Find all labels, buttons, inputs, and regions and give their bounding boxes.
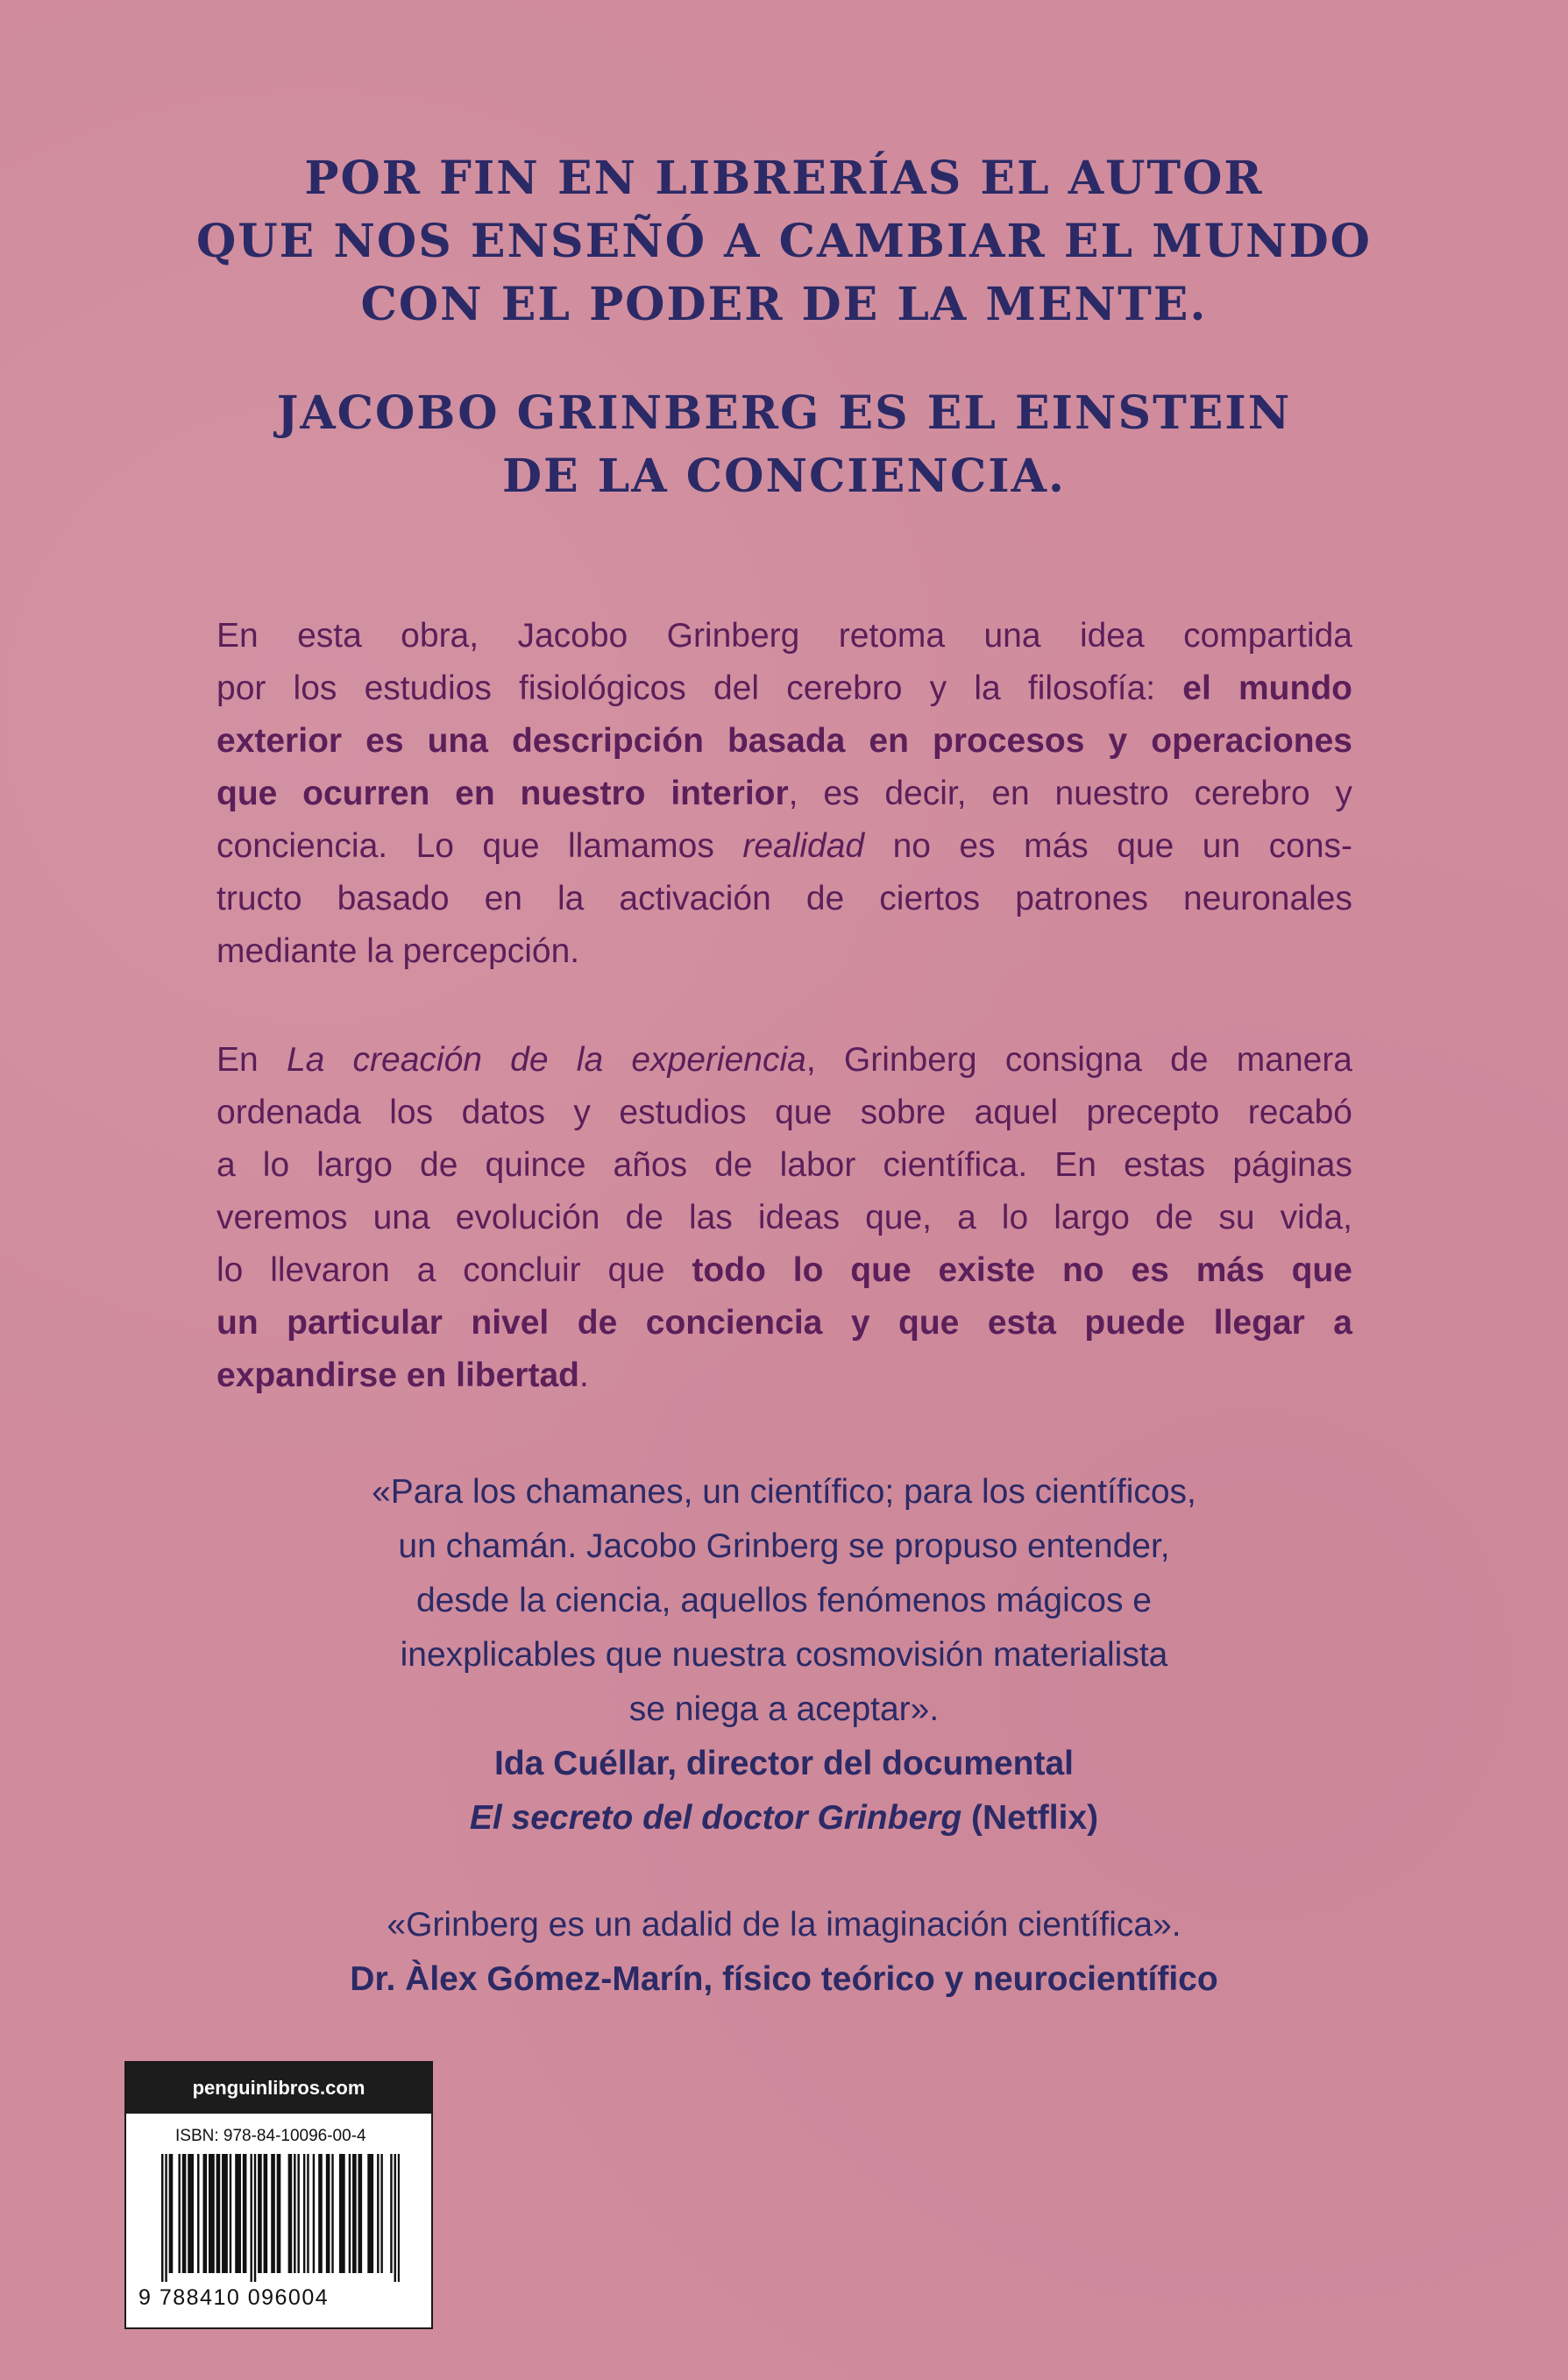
barcode-bar <box>367 2154 369 2273</box>
quote-line: inexplicables que nuestra cosmovisión materialista <box>400 1636 1168 1674</box>
paragraph-line: tructo basado en la activación de ciertos patrones neuronales <box>216 880 1352 917</box>
headline-line: CON EL PODER DE LA MENTE. <box>360 278 1208 331</box>
barcode-bar <box>328 2154 330 2273</box>
barcode-bar <box>178 2154 180 2273</box>
barcode-bar <box>165 2154 167 2282</box>
italic-text: realidad <box>742 827 865 865</box>
barcode-bar <box>225 2154 227 2273</box>
barcode-bar <box>182 2154 184 2273</box>
paragraph-line: ordenada los datos y estudios que sobre aquel precepto recabó <box>216 1094 1352 1131</box>
barcode-bar <box>197 2154 199 2273</box>
blurb-quote-1 <box>0 1465 1568 1845</box>
book-title-text: La creación de la experiencia <box>286 1041 806 1079</box>
emphasis-text: que ocurren en nuestro interior <box>216 775 789 812</box>
barcode-bar <box>266 2154 267 2273</box>
barcode-bar <box>331 2154 333 2273</box>
barcode-bar <box>313 2154 315 2273</box>
barcode-bar <box>243 2154 245 2273</box>
emphasis-text: expandirse en libertad <box>216 1356 579 1394</box>
quote-attribution: Dr. Àlex Gómez-Marín, físico teórico y neurocientífico <box>350 1960 1218 1998</box>
barcode-bar <box>398 2154 400 2282</box>
paragraph-line: En La creación de la experiencia, Grinberg consigna de manera <box>216 1041 1353 1079</box>
paragraph-line: conciencia. Lo que llamamos realidad no es más que un cons- <box>216 827 1353 865</box>
barcode-bar <box>377 2154 379 2273</box>
quote-attribution: Ida Cuéllar, director del documental <box>493 1745 1074 1782</box>
barcode-bar <box>343 2154 344 2273</box>
emphasis-text: un particular nivel de conciencia y que esta puede llegar a <box>216 1304 1352 1342</box>
headline-line: DE LA CONCIENCIA. <box>501 450 1067 503</box>
paragraph-line: expandirse en libertad. <box>216 1356 589 1394</box>
barcode-bar <box>307 2154 309 2273</box>
barcode-bar <box>202 2154 204 2273</box>
barcode-bar <box>271 2154 273 2273</box>
quote-line: un chamán. Jacobo Grinberg se propuso entender, <box>398 1527 1170 1565</box>
isbn-number: ISBN: 978-84-10096-00-4 <box>175 2127 366 2145</box>
barcode-bar <box>341 2154 343 2273</box>
emphasis-text: todo lo que existe no es más que <box>692 1251 1352 1289</box>
paragraph-line: a lo largo de quince años de labor científica. En estas páginas <box>216 1146 1352 1184</box>
headline-einstein <box>0 382 1568 508</box>
barcode-bar <box>320 2154 322 2273</box>
barcode-bar <box>273 2154 274 2273</box>
barcode-bar <box>254 2154 256 2282</box>
barcode-bar <box>294 2154 295 2273</box>
isbn-barcode-box <box>124 2061 433 2329</box>
paragraph-line: veremos una evolución de las ideas que, a lo largo de su vida, <box>216 1199 1352 1236</box>
barcode-bar <box>189 2154 191 2273</box>
barcode-bar <box>250 2154 252 2282</box>
quote-line: desde la ciencia, aquellos fenómenos mágicos e <box>415 1582 1152 1619</box>
headline-line: QUE NOS ENSEÑÓ A CAMBIAR EL MUNDO <box>196 215 1372 268</box>
barcode-bar <box>303 2154 305 2273</box>
barcode-bar <box>349 2154 351 2273</box>
barcode-bar <box>237 2154 238 2273</box>
barcode-bar <box>171 2154 173 2273</box>
barcode-bar <box>288 2154 290 2273</box>
barcode-bar <box>372 2154 373 2273</box>
emphasis-text: exterior es una descripción basada en procesos y operaciones <box>216 722 1352 760</box>
barcode-bar <box>360 2154 362 2273</box>
barcode-bar <box>205 2154 207 2273</box>
headline-line: JACOBO GRINBERG ES EL EINSTEIN <box>276 386 1292 440</box>
barcode-bar <box>188 2154 189 2273</box>
blurb-quote-2 <box>0 1898 1568 2007</box>
barcode-bar <box>390 2154 392 2273</box>
barcode-bar <box>277 2154 279 2273</box>
quote-line: «Para los chamanes, un científico; para los científicos, <box>372 1473 1196 1511</box>
barcode <box>161 2154 400 2282</box>
barcode-bar <box>222 2154 223 2273</box>
publisher-website: penguinlibros.com <box>126 2063 431 2114</box>
barcode-bar <box>279 2154 280 2273</box>
paragraph-line: En esta obra, Jacobo Grinberg retoma una idea compartida <box>216 617 1352 655</box>
description-paragraph-1 <box>216 610 1352 978</box>
barcode-bar <box>369 2154 371 2273</box>
description-paragraph-2 <box>216 1034 1352 1402</box>
barcode-bar <box>358 2154 360 2273</box>
barcode-bar <box>210 2154 212 2273</box>
barcode-bar <box>354 2154 356 2273</box>
quote-attribution-source: El secreto del doctor Grinberg (Netflix) <box>469 1799 1099 1837</box>
emphasis-text: el mundo <box>1182 669 1352 707</box>
paragraph-line <box>216 715 1352 768</box>
barcode-bar <box>216 2154 218 2273</box>
barcode-bar <box>259 2154 261 2273</box>
barcode-bar <box>161 2154 163 2282</box>
barcode-bar <box>212 2154 214 2273</box>
barcode-bar <box>245 2154 246 2273</box>
barcode-bar <box>184 2154 186 2273</box>
documentary-title: El secreto del doctor Grinberg <box>469 1799 962 1837</box>
barcode-bar <box>318 2154 320 2273</box>
quote-line: «Grinberg es un adalid de la imaginación científica». <box>387 1906 1181 1944</box>
headline-tagline <box>0 147 1568 336</box>
barcode-bar <box>339 2154 341 2273</box>
paragraph-line: que ocurren en nuestro interior, es decir, en nuestro cerebro y <box>216 775 1352 812</box>
barcode-bar <box>297 2154 299 2273</box>
quote-line: se niega a aceptar». <box>628 1690 940 1728</box>
barcode-bar <box>239 2154 241 2273</box>
barcode-bar <box>258 2154 259 2273</box>
paragraph-line: lo llevaron a concluir que todo lo que existe no es más que <box>216 1251 1352 1289</box>
barcode-bar <box>290 2154 292 2273</box>
barcode-bar <box>235 2154 237 2273</box>
barcode-bar <box>169 2154 171 2273</box>
barcode-bar <box>264 2154 266 2273</box>
barcode-digits: 9 788410 096004 <box>138 2285 330 2310</box>
barcode-bar <box>192 2154 194 2273</box>
barcode-bar <box>209 2154 210 2273</box>
barcode-bar <box>230 2154 231 2273</box>
paragraph-line: mediante la percepción. <box>216 932 580 970</box>
headline-line: POR FIN EN LIBRERÍAS EL AUTOR <box>304 152 1264 205</box>
barcode-bar <box>326 2154 328 2273</box>
barcode-bar <box>218 2154 220 2273</box>
barcode-bar <box>223 2154 225 2273</box>
barcode-bar <box>394 2154 396 2282</box>
paragraph-line <box>216 1297 1352 1349</box>
barcode-bar <box>380 2154 382 2273</box>
barcode-bar <box>352 2154 354 2273</box>
paragraph-line: por los estudios fisiológicos del cerebro y la filosofía: el mundo <box>216 669 1352 707</box>
